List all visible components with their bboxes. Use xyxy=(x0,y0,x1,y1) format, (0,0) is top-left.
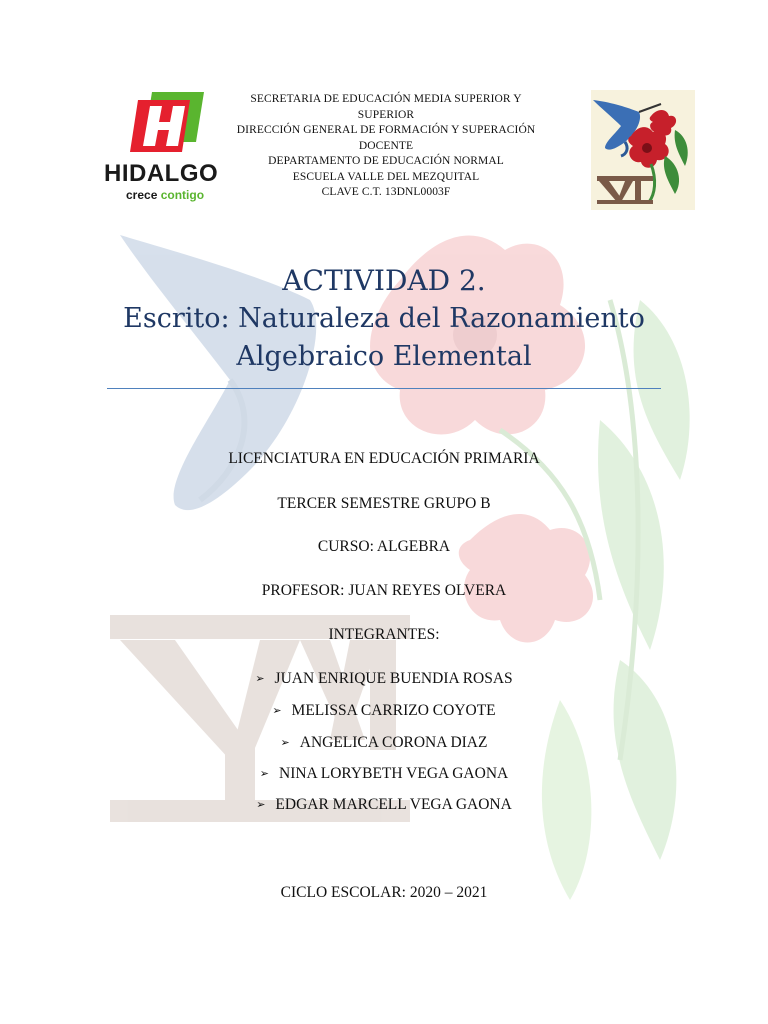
list-item xyxy=(0,702,768,720)
member-name: EDGAR MARCELL VEGA GAONA xyxy=(275,796,512,813)
tagline-crece: crece xyxy=(126,188,158,202)
degree-text: LICENCIATURA EN EDUCACIÓN PRIMARIA xyxy=(228,450,540,467)
bullet-arrow-icon: ➢ xyxy=(256,798,266,811)
member-name: NINA LORYBETH VEGA GAONA xyxy=(279,765,509,782)
list-item xyxy=(0,765,768,783)
school-logo xyxy=(591,90,695,210)
bullet-arrow-icon: ➢ xyxy=(259,767,269,780)
title-subject-line1: Escrito: Naturaleza del Razonamiento xyxy=(123,303,645,334)
hidalgo-h-mark-icon xyxy=(104,88,236,160)
member-name: MELISSA CARRIZO COYOTE xyxy=(291,702,496,719)
hidalgo-tagline xyxy=(126,188,204,202)
document-title xyxy=(60,262,708,376)
tagline-contigo: contigo xyxy=(160,188,205,202)
hidalgo-logo xyxy=(104,88,236,206)
semester-text: TERCER SEMESTRE GRUPO B xyxy=(277,495,491,512)
school-year-text: CICLO ESCOLAR: 2020 – 2021 xyxy=(280,884,488,901)
list-item xyxy=(0,734,768,752)
header-line: DEPARTAMENTO DE EDUCACIÓN NORMAL xyxy=(268,155,504,167)
member-name: ANGELICA CORONA DIAZ xyxy=(299,734,488,751)
hummingbird-flower-icon xyxy=(591,90,695,210)
institution-header xyxy=(236,92,536,201)
bullet-arrow-icon: ➢ xyxy=(272,704,282,717)
title-activity: ACTIVIDAD 2. xyxy=(282,264,486,297)
header-line: DIRECCIÓN GENERAL DE FORMACIÓN Y SUPERACIÓN xyxy=(236,124,536,136)
professor-text: PROFESOR: JUAN REYES OLVERA xyxy=(261,582,507,599)
header-line: CLAVE C.T. 13DNL0003F xyxy=(321,186,451,198)
bullet-arrow-icon: ➢ xyxy=(280,736,290,749)
member-name: JUAN ENRIQUE BUENDIA ROSAS xyxy=(274,670,513,687)
header-line: ESCUELA VALLE DEL MEZQUITAL xyxy=(292,170,480,183)
course-text: CURSO: ALGEBRA xyxy=(317,538,451,555)
hidalgo-brand: HIDALGO xyxy=(104,160,219,187)
header-line: SECRETARIA DE EDUCACIÓN MEDIA SUPERIOR Y SUPERIOR xyxy=(250,93,522,121)
bullet-arrow-icon: ➢ xyxy=(255,672,265,685)
list-item xyxy=(0,670,768,688)
header-line: DOCENTE xyxy=(358,139,414,152)
members-heading: INTEGRANTES: xyxy=(328,626,440,643)
list-item xyxy=(0,796,768,814)
title-divider xyxy=(107,388,661,389)
title-subject-line2: Algebraico Elemental xyxy=(236,341,532,372)
